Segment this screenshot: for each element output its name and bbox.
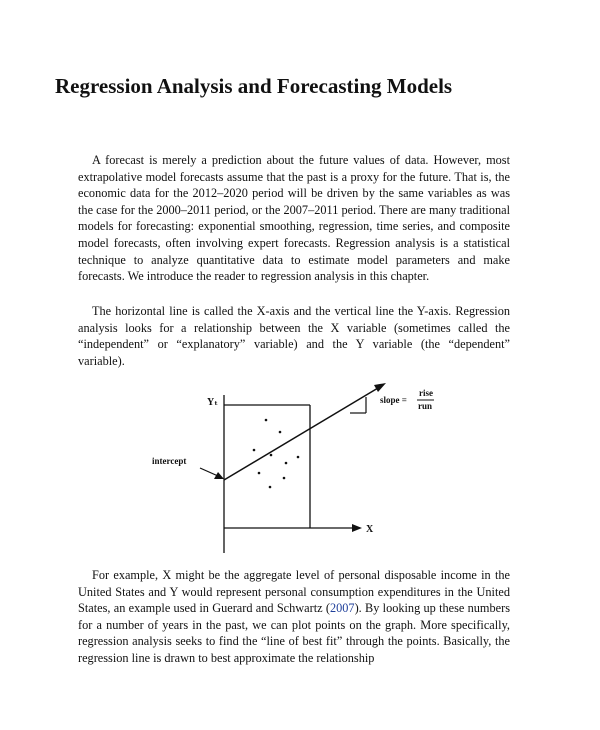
paragraph-example bbox=[78, 567, 510, 667]
y-axis-label: Yₜ bbox=[207, 397, 218, 408]
paragraph-axes-text: The horizontal line is called the X-axis and the vertical line the Y-axis. Regression analysis looks for a relationship between the X variable (sometimes called the “independent” or “explanatory” variable) and the Y variable (the “dependent” variable). bbox=[78, 304, 510, 368]
paragraph-intro-text: A forecast is merely a prediction about the future values of data. However, most extrapolative model forecasts assume that the past is a proxy for the future. That is, the economic data for the 2012–2020 period will be driven by the same variables as was the case for the 2000–2011 period, or the 2007–2011 period. There are many traditional models for forecasting: exponential smoothing, regression, time series, and composite model forecasts, often involving expert forecasts. Regression analysis is a statistical technique to analyze quantitative data to estimate model parameters and make forecasts. We introduce the reader to regression analysis in this chapter. bbox=[78, 153, 510, 284]
regression-line bbox=[224, 388, 378, 480]
citation-link[interactable]: 2007 bbox=[329, 601, 355, 616]
data-point bbox=[279, 431, 282, 434]
paragraph-axes bbox=[78, 303, 510, 369]
page-title: Regression Analysis and Forecasting Models bbox=[55, 74, 453, 98]
data-point bbox=[269, 486, 272, 489]
data-point bbox=[253, 449, 256, 452]
slope-label: slope = bbox=[380, 395, 407, 405]
x-axis-label: X bbox=[366, 524, 374, 535]
intercept-pointer-line bbox=[200, 468, 218, 476]
slope-numerator: rise bbox=[419, 388, 433, 398]
data-point bbox=[283, 477, 286, 480]
regression-figure bbox=[140, 375, 460, 555]
data-point bbox=[270, 454, 273, 457]
regression-line-arrowhead bbox=[374, 383, 386, 392]
paragraph-example-text-after: ). By looking up these numbers for a number of years in the past, we can plot points on the graph. More specifically, regression analysis seeks to find the “line of best fit” through the points. Basically, the regression line is drawn to best approximate the relationship bbox=[78, 601, 510, 665]
x-axis-arrowhead bbox=[352, 524, 362, 532]
slope-denominator: run bbox=[418, 401, 433, 411]
paragraph-example-text-before: For example, X might be the aggregate level of personal disposable income in the United States and Y would represent personal consumption expenditures in the United States, an example used in Guerard and Schwartz ( bbox=[78, 568, 510, 616]
data-point bbox=[265, 419, 268, 422]
regression-diagram bbox=[140, 375, 460, 555]
data-point bbox=[285, 462, 288, 465]
intercept-label: intercept bbox=[152, 456, 187, 466]
paragraph-intro bbox=[78, 152, 510, 285]
data-point bbox=[297, 456, 300, 459]
data-point bbox=[258, 472, 261, 475]
